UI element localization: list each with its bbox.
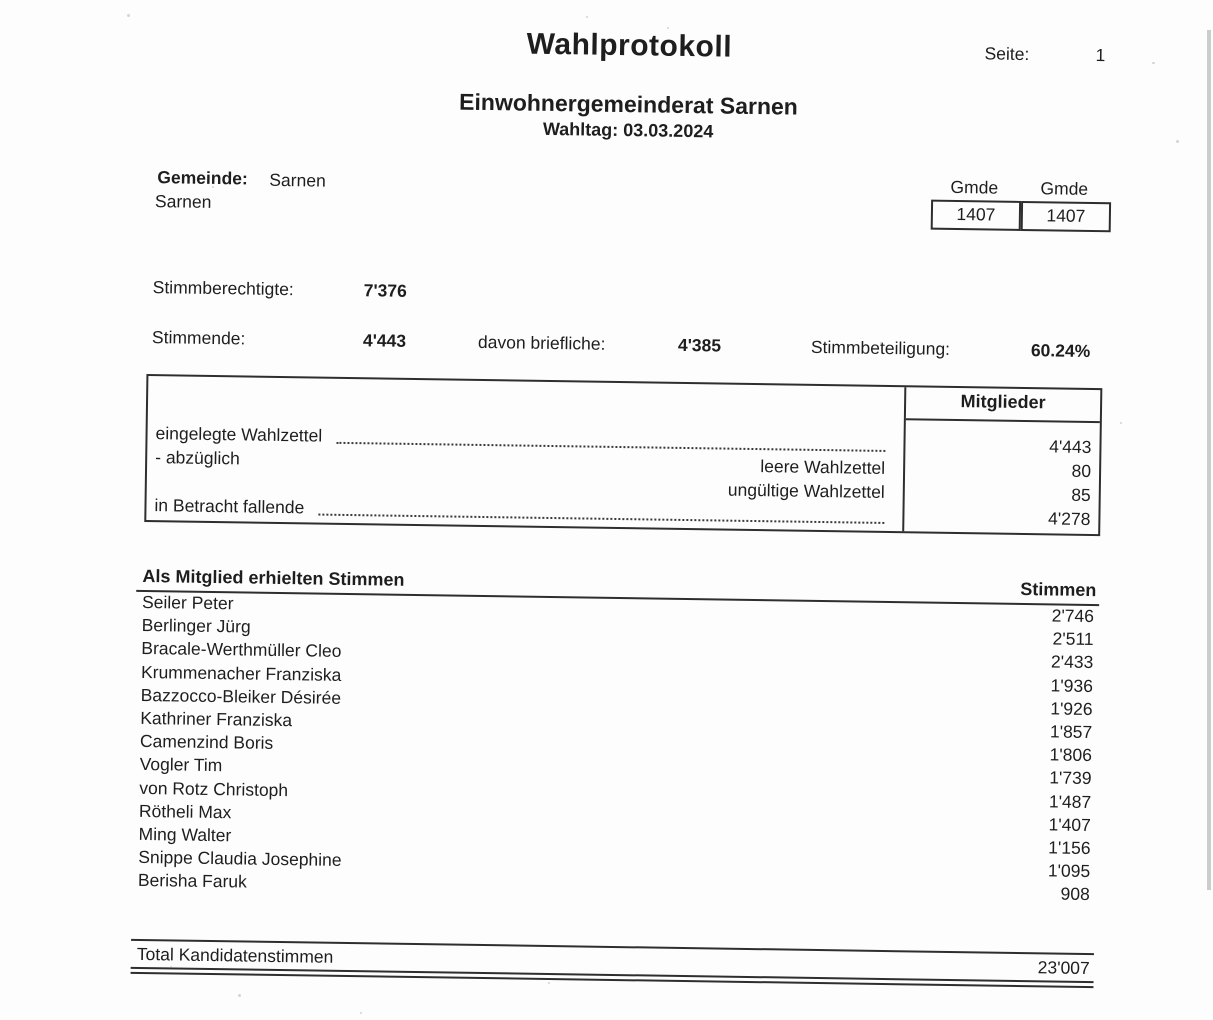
candidate-name: Kathriner Franziska (140, 707, 293, 731)
candidate-name: von Rotz Christoph (139, 777, 289, 800)
candidate-name: Snippe Claudia Josephine (138, 846, 342, 870)
candidate-votes: 1'926 (1050, 698, 1093, 719)
document-title: Wahlprotokoll (526, 27, 733, 64)
row-spacer (240, 464, 760, 472)
candidate-name: Berlinger Jürg (141, 615, 251, 637)
candidate-name: Bracale-Werthmüller Cleo (141, 638, 342, 662)
gmde-value-box-2: 1407 (1021, 201, 1111, 232)
candidate-name: Krummenacher Franziska (140, 661, 342, 685)
ballot-row-value: 4'443 (1049, 436, 1092, 458)
page-label: Seite: (984, 43, 1030, 65)
stimmberechtigte-value: 7'376 (363, 280, 407, 301)
candidate-votes: 1'095 (1047, 860, 1091, 882)
ballot-row-value: 80 (1071, 460, 1092, 482)
candidate-votes-table (132, 566, 1100, 908)
candidate-name: Ming Walter (138, 823, 232, 846)
candidate-votes: 2'746 (1051, 605, 1095, 627)
stimmen-column-header: Stimmen (1020, 578, 1097, 601)
candidate-table-title: Als Mitglied erhielten Stimmen (142, 565, 405, 590)
mitglieder-column-header: Mitglieder (906, 387, 1100, 423)
document-header (149, 22, 1109, 76)
candidate-votes: 2'433 (1050, 651, 1094, 673)
dotted-leader (318, 514, 884, 524)
election-date: Wahltag: 03.03.2024 (542, 118, 714, 142)
ballot-row-value: 85 (1071, 484, 1091, 506)
stimmbeteiligung-label: Stimmbeteiligung: (810, 336, 951, 359)
candidate-votes: 1'487 (1048, 790, 1092, 812)
scan-edge-shadow (1207, 30, 1211, 890)
total-value: 23'007 (1037, 957, 1090, 979)
candidate-name: Berisha Faruk (137, 870, 248, 892)
candidate-votes: 1'156 (1048, 837, 1091, 858)
briefliche-label: davon briefliche: (477, 331, 606, 354)
gmde-label-1: Gmde (950, 176, 999, 198)
candidate-name: Camenzind Boris (139, 731, 274, 754)
ballot-row-value: 4'278 (1047, 508, 1091, 530)
ballot-row-sublabel: ungültige Wahlzettel (727, 479, 885, 502)
stimmberechtigte-label: Stimmberechtigte: (152, 277, 294, 300)
candidate-votes: 1'936 (1050, 675, 1094, 696)
gemeinde-value: Sarnen (269, 169, 326, 191)
total-votes-section (131, 939, 1094, 988)
ballot-row-label: - abzüglich (155, 447, 240, 469)
stimmbeteiligung-value: 60.24% (1030, 340, 1091, 361)
ballot-row-label: in Betracht fallende (154, 495, 305, 518)
gmde-value-box-1: 1407 (931, 200, 1021, 231)
candidate-votes: 1'739 (1049, 767, 1092, 789)
candidate-name: Bazzocco-Bleiker Désirée (140, 684, 342, 708)
gemeinde-line2: Sarnen (154, 191, 212, 212)
briefliche-value: 4'385 (677, 334, 722, 356)
stimmende-label: Stimmende: (151, 327, 246, 349)
ballot-count-table (144, 374, 1102, 536)
gemeinde-label: Gemeinde: (157, 167, 248, 189)
ballot-row-sublabel: leere Wahlzettel (760, 456, 886, 478)
stimmende-value: 4'443 (362, 330, 407, 351)
election-body-title: Einwohnergemeinderat Sarnen (458, 88, 799, 120)
candidate-votes: 1'407 (1048, 814, 1092, 835)
total-label: Total Kandidatenstimmen (136, 943, 334, 967)
gmde-label-2: Gmde (1040, 178, 1089, 199)
candidate-votes: 908 (1060, 883, 1090, 905)
candidate-name: Vogler Tim (139, 754, 223, 776)
candidate-name: Seiler Peter (141, 591, 234, 614)
candidate-votes: 2'511 (1052, 628, 1094, 650)
page-number: 1 (1095, 45, 1106, 66)
ballot-row-label: eingelegte Wahlzettel (155, 423, 323, 446)
candidate-votes: 1'806 (1049, 744, 1093, 766)
candidate-name: Rötheli Max (138, 800, 232, 822)
candidate-votes: 1'857 (1049, 721, 1093, 742)
document-subtitle (148, 84, 1109, 148)
